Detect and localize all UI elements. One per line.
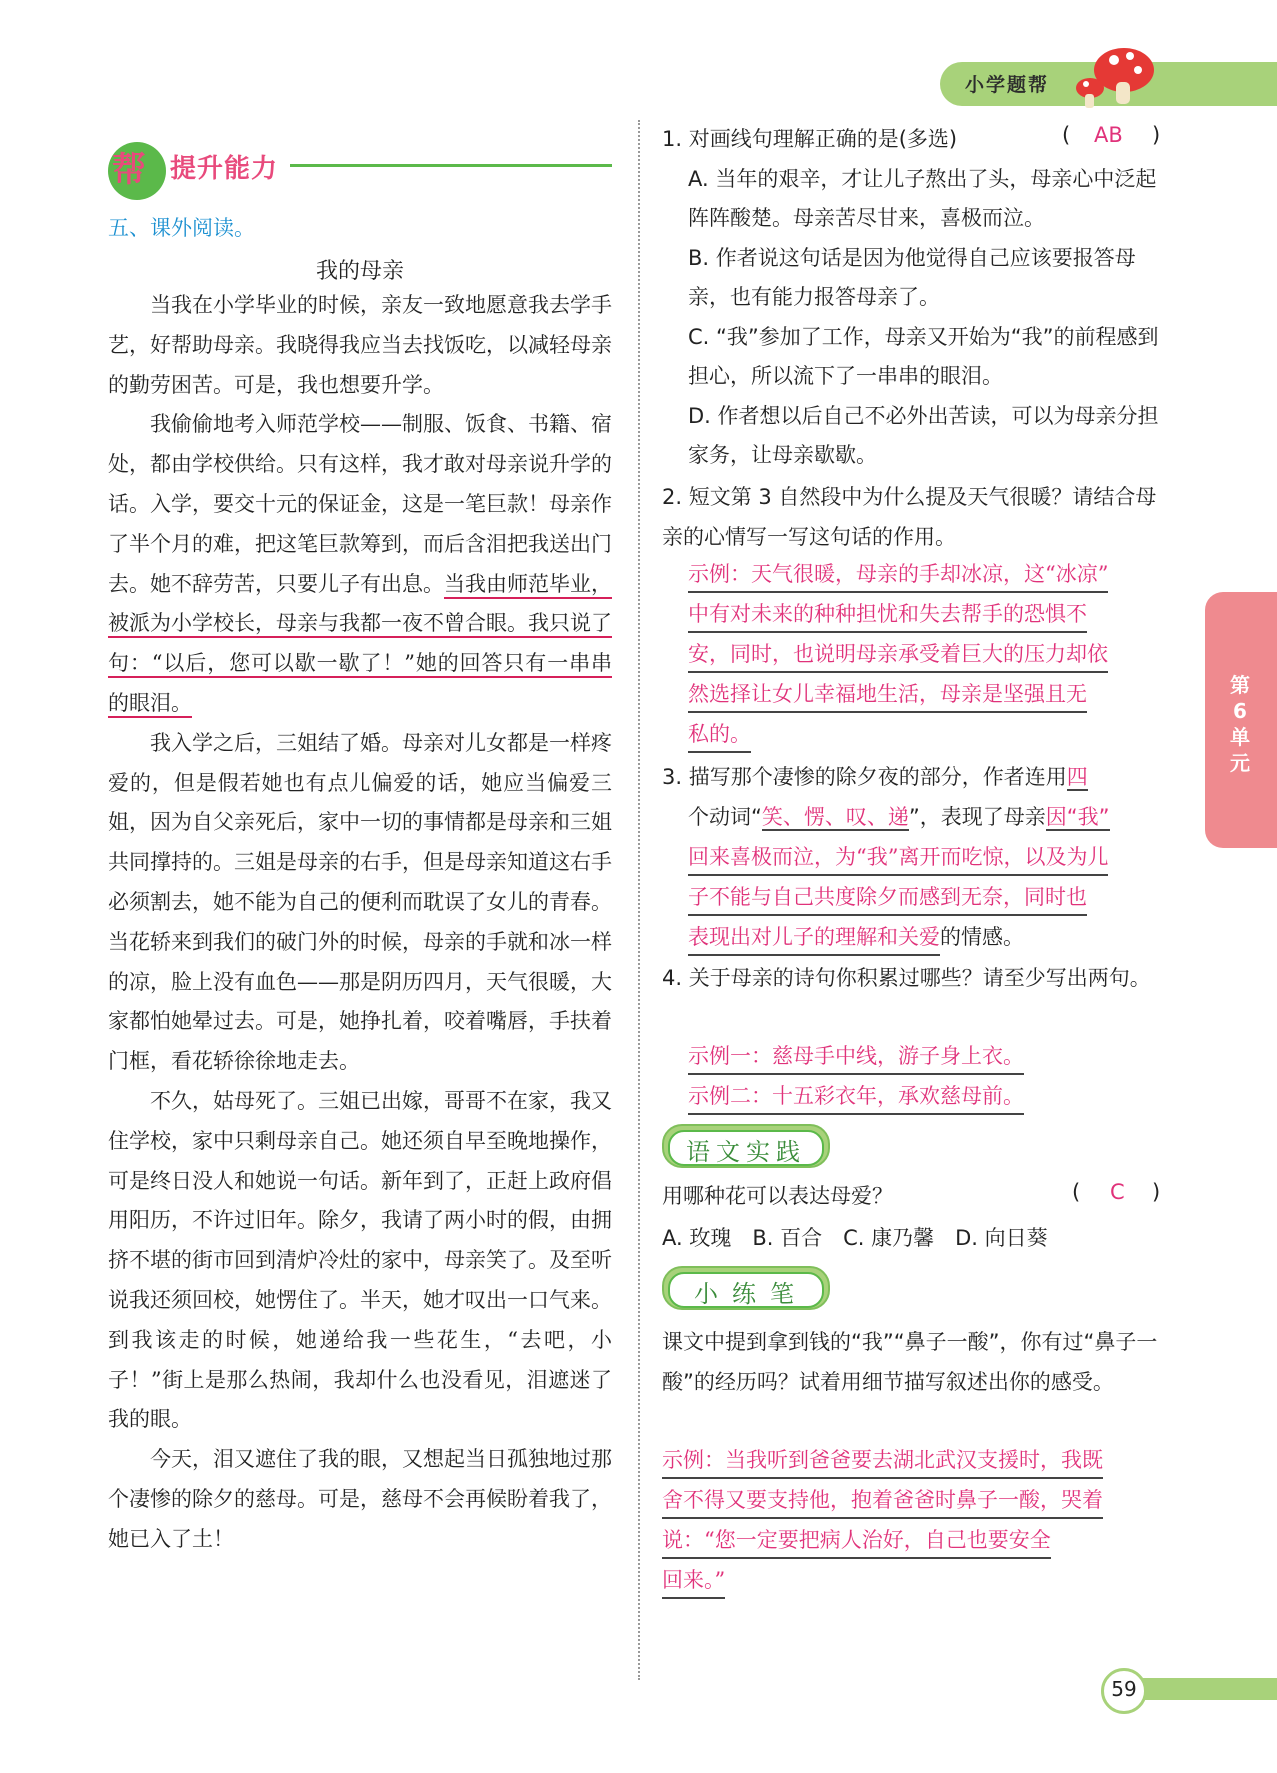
q4-answer	[688, 1036, 1170, 1116]
section-title: 五、课外阅读。	[108, 216, 255, 240]
practice-question	[662, 1180, 1170, 1210]
q3-blank-feeling: 因“我”	[1045, 805, 1110, 829]
q4-stem: 4. 关于母亲的诗句你积累过哪些？请至少写出两句。	[662, 966, 1151, 990]
practice-options: A. 玫瑰 B. 百合 C. 康乃馨 D. 向日葵	[662, 1226, 1048, 1250]
underlined-sentence: 当我由师范毕业，被派为小学校长，母亲与我都一夜不曾合眼。我只说了句：“以后，您可以歇一歇了！”她的回答只有一串串的眼泪。	[108, 571, 612, 715]
mushroom-icon	[1068, 42, 1168, 112]
q1-stem	[662, 123, 1170, 153]
q2-answer-line: 安，同时，也说明母亲承受着巨大的压力却依	[688, 637, 1108, 673]
writing-label: 小练笔	[694, 1280, 808, 1308]
q3-blank-verbs: 笑、愣、叹、递	[761, 805, 909, 829]
page-number-bar	[1140, 1678, 1277, 1700]
article-paragraph: 当我在小学毕业的时候，亲友一致地愿意我去学手艺，好帮助母亲。我晓得我应当去找饭吃，以减轻母亲的勤劳困苦。可是，我也想要升学。	[108, 293, 612, 397]
article-paragraph: 今天，泪又遮住了我的眼，又想起当日孤独地过那个凄惨的除夕的慈母。可是，慈母不会再候盼着我了，她已入了土！	[108, 1447, 612, 1551]
writing-answer	[662, 1440, 1170, 1600]
q1-paren-close: )	[1152, 123, 1161, 147]
q3-answer	[688, 837, 1170, 957]
q1-option-b: B. 作者说这句话是因为他觉得自己应该要报答母亲，也有能力报答母亲了。	[688, 246, 1136, 309]
q1-option-a: A. 当年的艰辛，才让儿子熬出了头，母亲心中泛起阵阵酸楚。母亲苦尽甘来，喜极而泣。	[688, 167, 1157, 230]
q2-answer-line: 然选择让女儿幸福地生活，母亲是坚强且无	[688, 677, 1087, 713]
q1-stem-text: 1. 对画线句理解正确的是(多选)	[662, 127, 958, 151]
banner-title: 提升能力	[170, 154, 279, 184]
q3-tail: 的情感。	[940, 925, 1024, 949]
q3-answer-line: 表现出对儿子的理解和关爱	[688, 920, 940, 956]
page-number: 59	[1111, 1677, 1137, 1701]
column-divider	[638, 120, 640, 1680]
article-title: 我的母亲	[315, 259, 404, 284]
q1-paren-open: (	[1062, 123, 1071, 147]
q3-text: 个动词“	[688, 805, 762, 829]
q4-answer-line: 示例一：慈母手中线，游子身上衣。	[688, 1039, 1024, 1075]
banner-underline	[290, 164, 612, 167]
q3	[662, 757, 1170, 837]
q3-answer-line: 回来喜极而泣，为“我”离开而吃惊，以及为儿	[688, 840, 1108, 876]
q1-option-d: D. 作者想以后自己不必外出苦读，可以为母亲分担家务，让母亲歇歇。	[688, 404, 1159, 467]
q2-answer-line: 示例：天气很暖，母亲的手却冰凉，这“冰凉”	[688, 557, 1108, 593]
practice-question-text: 用哪种花可以表达母爱？	[662, 1184, 893, 1208]
q3-blank-count: 四	[1066, 765, 1088, 789]
article-paragraph: 不久，姑母死了。三姐已出嫁，哥哥不在家，我又住学校，家中只剩母亲自己。她还须自早至晚地操作，可是终日没人和她说一句话。新年到了，正赶上政府倡用阳历，不许过旧年。除夕，我请了两小时的假，由拥挤不堪的街市回到清炉冷灶的家中，母亲笑了。及至听说我还须回校，她愣住了。半天，她才叹出一口气来。到我该走的时候，她递给我一些花生，“去吧，小子！”街上是那么热闹，我却什么也没看见，泪遮迷了我的眼。	[108, 1088, 612, 1432]
q1-option-c: C. “我”参加了工作，母亲又开始为“我”的前程感到担心，所以流下了一串串的眼泪。	[688, 325, 1159, 388]
q2-stem: 2. 短文第 3 自然段中为什么提及天气很暖？请结合母亲的心情写一写这句话的作用。	[662, 485, 1157, 549]
q2-answer-line: 中有对未来的种种担忧和失去帮手的恐惧不	[688, 597, 1087, 633]
practice-label: 语文实践	[686, 1138, 806, 1166]
q3-text: 3. 描写那个凄惨的除夕夜的部分，作者连用	[662, 765, 1067, 789]
practice-answer: C	[1110, 1180, 1125, 1204]
brand-label: 小学题帮	[965, 74, 1050, 96]
q3-text: ”，表现了母亲	[908, 805, 1046, 829]
q3-answer-line: 子不能与自己共度除夕而感到无奈，同时也	[688, 880, 1087, 916]
q1-answer: AB	[1094, 123, 1123, 147]
practice-paren-close: )	[1152, 1180, 1161, 1204]
q2-answer	[688, 554, 1170, 754]
unit-side-tab-label: 第 6 单 元	[1230, 673, 1250, 775]
article-body	[108, 286, 612, 1560]
writing-answer-line: 回来。”	[662, 1563, 725, 1599]
writing-prompt: 课文中提到拿到钱的“我”“鼻子一酸”，你有过“鼻子一酸”的经历吗？试着用细节描写叙述出你的感受。	[662, 1330, 1158, 1394]
banner-badge-text: 帮	[112, 150, 146, 190]
article-text: 我偷偷地考入师范学校——制服、饭食、书籍、宿处，都由学校供给。只有这样，我才敢对母亲说升学的话。入学，要交十元的保证金，这是一笔巨款！母亲作了半个月的难，把这笔巨款筹到，而后含泪把我送出门去。她不辞劳苦，只要儿子有出息。	[108, 412, 612, 596]
writing-answer-line: 说：“您一定要把病人治好，自己也要安全	[662, 1523, 1051, 1559]
q4-answer-line: 示例二：十五彩衣年，承欢慈母前。	[688, 1079, 1024, 1115]
writing-answer-line: 示例：当我听到爸爸要去湖北武汉支援时，我既	[662, 1443, 1103, 1479]
q2-answer-line: 私的。	[688, 717, 751, 753]
writing-answer-line: 舍不得又要支持他，抱着爸爸时鼻子一酸，哭着	[662, 1483, 1103, 1519]
article-paragraph: 我入学之后，三姐结了婚。母亲对儿女都是一样疼爱的，但是假若她也有点儿偏爱的话，她应当偏爱三姐，因为自父亲死后，家中一切的事情都是母亲和三姐共同撑持的。三姐是母亲的右手，但是母亲知道这右手必须割去，她不能为自己的便利而耽误了女儿的青春。当花轿来到我们的破门外的时候，母亲的手就和冰一样的凉，脸上没有血色——那是阴历四月，天气很暖，大家都怕她晕过去。可是，她挣扎着，咬着嘴唇，手扶着门框，看花轿徐徐地走去。	[108, 730, 612, 1074]
practice-paren-open: (	[1072, 1180, 1081, 1204]
article-paragraph	[108, 405, 612, 723]
